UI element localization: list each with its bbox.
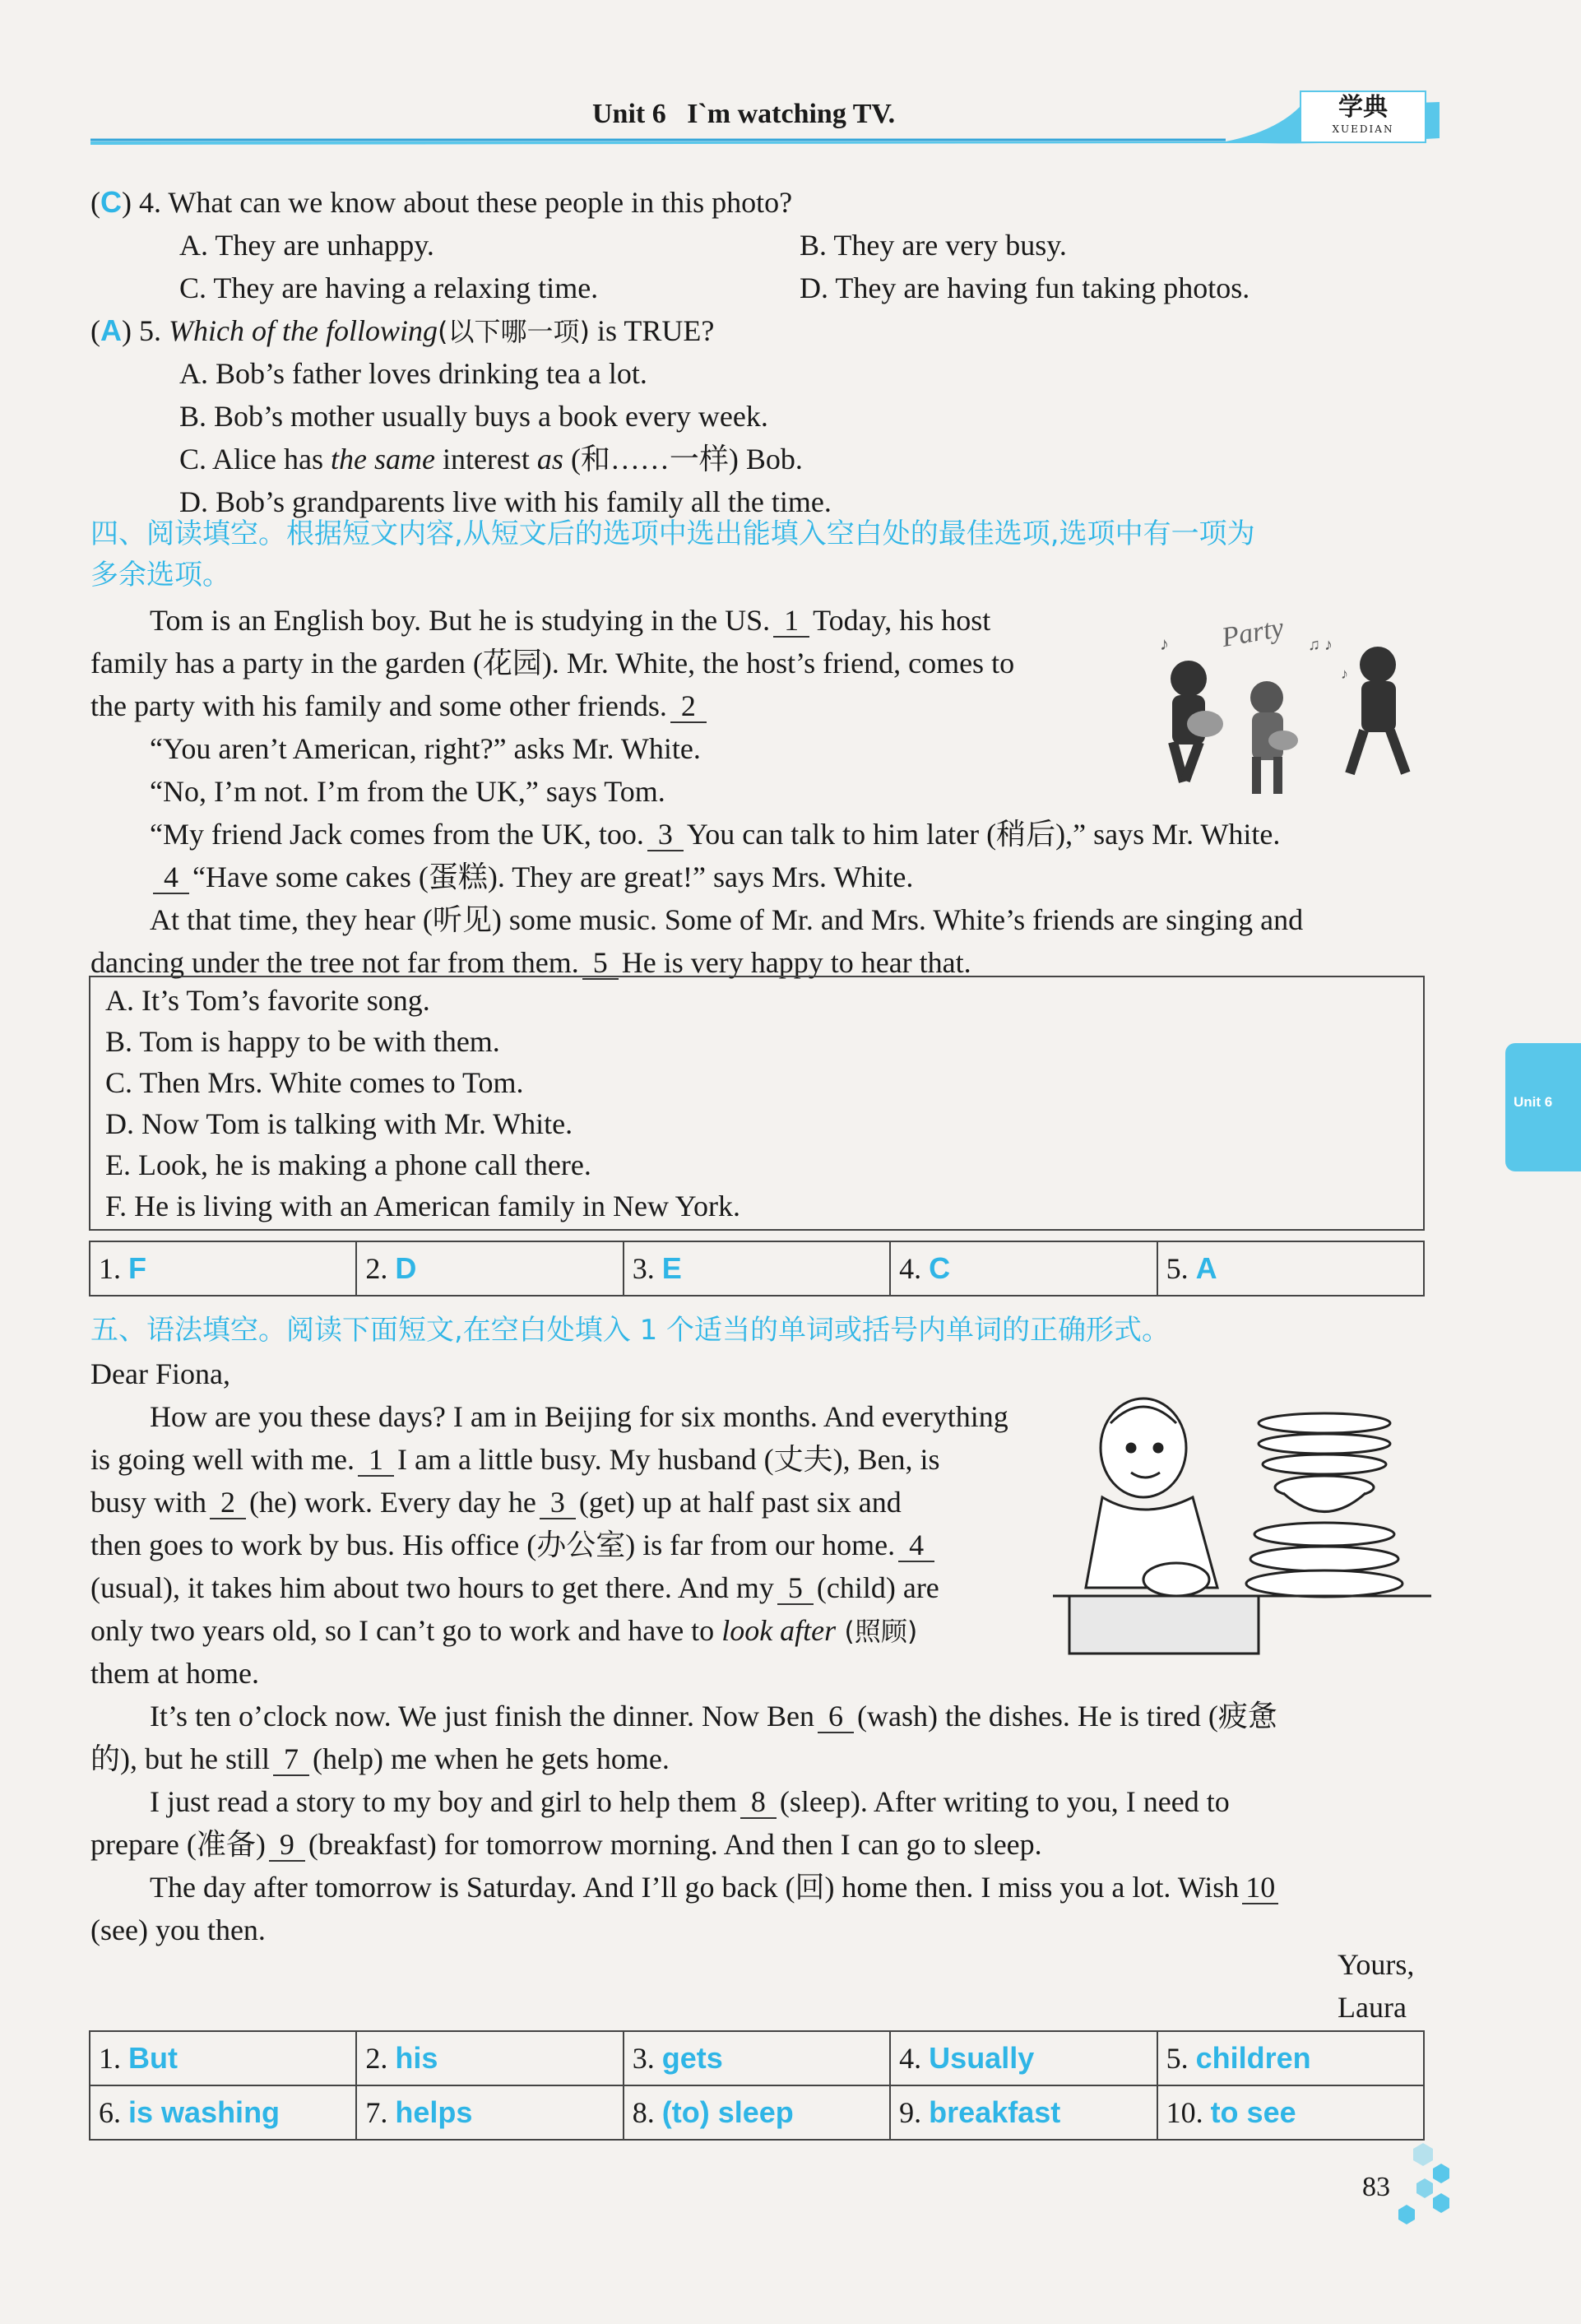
section5-answer-cell: 3. gets xyxy=(624,2031,890,2085)
section4-option: F. He is living with an American family in New York. xyxy=(105,1190,741,1222)
letter-line: How are you these days? I am in Beijing for six months. And everything xyxy=(150,1400,1008,1433)
man-washing-dishes-image xyxy=(1053,1390,1431,1670)
letter-line: (see) you then. xyxy=(90,1913,266,1946)
blank-5: 5 xyxy=(582,947,619,980)
hexagon-decoration-icon xyxy=(1390,2139,1456,2229)
q5-option-b: B. Bob’s mother usually buys a book every week. xyxy=(179,400,768,433)
blank-1: 1 xyxy=(358,1444,394,1477)
blank-10: 10 xyxy=(1242,1872,1278,1904)
section5-answer-cell: 6. is washing xyxy=(90,2085,356,2140)
svg-text:♫ ♪: ♫ ♪ xyxy=(1308,636,1333,654)
section4-option: A. It’s Tom’s favorite song. xyxy=(105,984,430,1017)
svg-text:♪: ♪ xyxy=(1341,666,1348,682)
logo-en: XUEDIAN xyxy=(1332,123,1394,135)
section4-heading-line1: 四、阅读填空。根据短文内容,从短文后的选项中选出能填入空白处的最佳选项,选项中有一项为 xyxy=(90,517,1255,550)
blank-2: 2 xyxy=(670,690,707,723)
page-number: 83 xyxy=(1362,2172,1390,2202)
blank-3: 3 xyxy=(540,1487,576,1519)
section5-answer-cell: 9. breakfast xyxy=(890,2085,1157,2140)
section5-heading: 五、语法填空。阅读下面短文,在空白处填入 1 个适当的单词或括号内单词的正确形式。 xyxy=(90,1314,1171,1347)
blank-4: 4 xyxy=(153,861,189,894)
section5-answer-cell: 2. his xyxy=(356,2031,623,2085)
section4-option: C. Then Mrs. White comes to Tom. xyxy=(105,1066,524,1099)
blank-3: 3 xyxy=(647,819,684,851)
section5-answer-cell: 8. (to) sleep xyxy=(624,2085,890,2140)
party-illustration xyxy=(1143,601,1431,798)
party-musicians-image xyxy=(1143,601,1431,798)
q5-answer: A xyxy=(100,313,122,347)
letter-line: It’s ten o’clock now. We just finish the dinner. Now Ben 6 (wash) the dishes. He is tired (疲惫 xyxy=(150,1700,1277,1733)
page-header xyxy=(90,90,1440,148)
letter-line: busy with 2 (he) work. Every day he 3 (get) up at half past six and xyxy=(90,1486,902,1519)
section4-answer-table xyxy=(89,1241,1425,1297)
q4-option-b: B. They are very busy. xyxy=(800,229,1067,262)
q5-option-c: C. Alice has the same interest as (和……一样) Bob. xyxy=(179,443,803,475)
q4-answer: C xyxy=(100,185,122,219)
section4-answer-cell: 2. D xyxy=(356,1241,623,1296)
letter-line: I just read a story to my boy and girl to help them 8 (sleep). After writing to you, I need to xyxy=(150,1785,1230,1818)
blank-6: 6 xyxy=(818,1700,854,1733)
section4-option: B. Tom is happy to be with them. xyxy=(105,1025,500,1058)
letter-line: is going well with me. 1 I am a little busy. My husband (丈夫), Ben, is xyxy=(90,1443,940,1476)
party-label: Party xyxy=(1219,612,1287,654)
section4-passage-line: dancing under the tree not far from them. 5 He is very happy to hear that. xyxy=(90,946,971,979)
section4-answer-cell: 4. C xyxy=(890,1241,1157,1296)
section4-heading-line2: 多余选项。 xyxy=(90,559,230,591)
q4-option-d: D. They are having fun taking photos. xyxy=(800,271,1250,304)
q4-question: (C) 4. What can we know about these people in this photo? xyxy=(90,185,793,219)
logo-cn: 学典 xyxy=(1338,93,1388,122)
blank-1: 1 xyxy=(773,605,809,638)
section4-passage-line: the party with his family and some other friends. 2 xyxy=(90,684,710,727)
blank-5: 5 xyxy=(777,1572,814,1605)
letter-line: then goes to work by bus. His office (办公室) is far from our home. 4 xyxy=(90,1524,938,1566)
section4-passage-line: Tom is an English boy. But he is studying in the US. 1 Today, his host xyxy=(150,604,991,637)
section5-answer-row-1 xyxy=(90,2031,1424,2085)
q5-question: (A) 5. Which of the following(以下哪一项) is TRUE? xyxy=(90,313,715,347)
section5-answer-cell: 4. Usually xyxy=(890,2031,1157,2085)
q4-option-c: C. They are having a relaxing time. xyxy=(179,271,599,304)
svg-text:♪: ♪ xyxy=(1160,633,1169,654)
unit-side-tab[interactable]: Unit 6 xyxy=(1505,1043,1581,1171)
letter-closing: Yours, xyxy=(1338,1948,1415,1981)
unit-title: Unit 6 I`m watching TV. xyxy=(592,99,896,129)
section4-option: E. Look, he is making a phone call there. xyxy=(105,1148,591,1181)
section4-passage-line: 4 “Have some cakes (蛋糕). They are great!” says Mrs. White. xyxy=(150,856,913,898)
blank-7: 7 xyxy=(273,1743,309,1776)
letter-line: them at home. xyxy=(90,1657,259,1690)
section4-answer-row xyxy=(90,1241,1424,1296)
xuedian-logo xyxy=(1300,90,1426,143)
letter-signature: Laura xyxy=(1338,1991,1407,2024)
letter-line: The day after tomorrow is Saturday. And I’ll go back (回) home then. I miss you a lot. Wish 10 xyxy=(150,1866,1282,1909)
section5-answer-cell: 1. But xyxy=(90,2031,356,2085)
section4-answer-cell: 1. F xyxy=(90,1241,356,1296)
q5-option-d: D. Bob’s grandparents live with his family all the time. xyxy=(179,485,832,518)
letter-line: prepare (准备) 9 (breakfast) for tomorrow morning. And then I can go to sleep. xyxy=(90,1828,1042,1861)
blank-8: 8 xyxy=(740,1786,777,1819)
section5-answer-table xyxy=(89,2030,1425,2141)
section5-answer-cell: 5. children xyxy=(1157,2031,1424,2085)
blank-2: 2 xyxy=(210,1487,246,1519)
dishwashing-illustration xyxy=(1053,1390,1431,1670)
section4-passage-line: “You aren’t American, right?” asks Mr. White. xyxy=(150,732,701,765)
section4-option: D. Now Tom is talking with Mr. White. xyxy=(105,1107,573,1140)
section4-passage-line: “No, I’m not. I’m from the UK,” says Tom. xyxy=(150,775,665,808)
section4-passage-line: family has a party in the garden (花园). Mr. White, the host’s friend, comes to xyxy=(90,647,1015,680)
q4-option-a: A. They are unhappy. xyxy=(179,229,434,262)
section5-answer-cell: 7. helps xyxy=(356,2085,623,2140)
blank-9: 9 xyxy=(269,1829,305,1862)
section4-answer-cell: 5. A xyxy=(1157,1241,1424,1296)
blank-4: 4 xyxy=(898,1529,934,1562)
section4-answer-cell: 3. E xyxy=(624,1241,890,1296)
q5-option-a: A. Bob’s father loves drinking tea a lot. xyxy=(179,357,647,390)
letter-line: only two years old, so I can’t go to work and have to look after (照顾) xyxy=(90,1614,918,1647)
letter-greeting: Dear Fiona, xyxy=(90,1357,230,1390)
letter-line: (usual), it takes him about two hours to get there. And my 5 (child) are xyxy=(90,1571,939,1604)
section4-passage-line: At that time, they hear (听见) some music. Some of Mr. and Mrs. White’s friends are singing and xyxy=(150,903,1304,936)
section5-answer-cell: 10. to see xyxy=(1157,2085,1424,2140)
letter-line: 的), but he still 7 (help) me when he gets home. xyxy=(90,1742,670,1775)
section5-answer-row-2 xyxy=(90,2085,1424,2140)
section4-passage-line: “My friend Jack comes from the UK, too. 3 You can talk to him later (稍后),” says Mr. White. xyxy=(150,818,1281,851)
